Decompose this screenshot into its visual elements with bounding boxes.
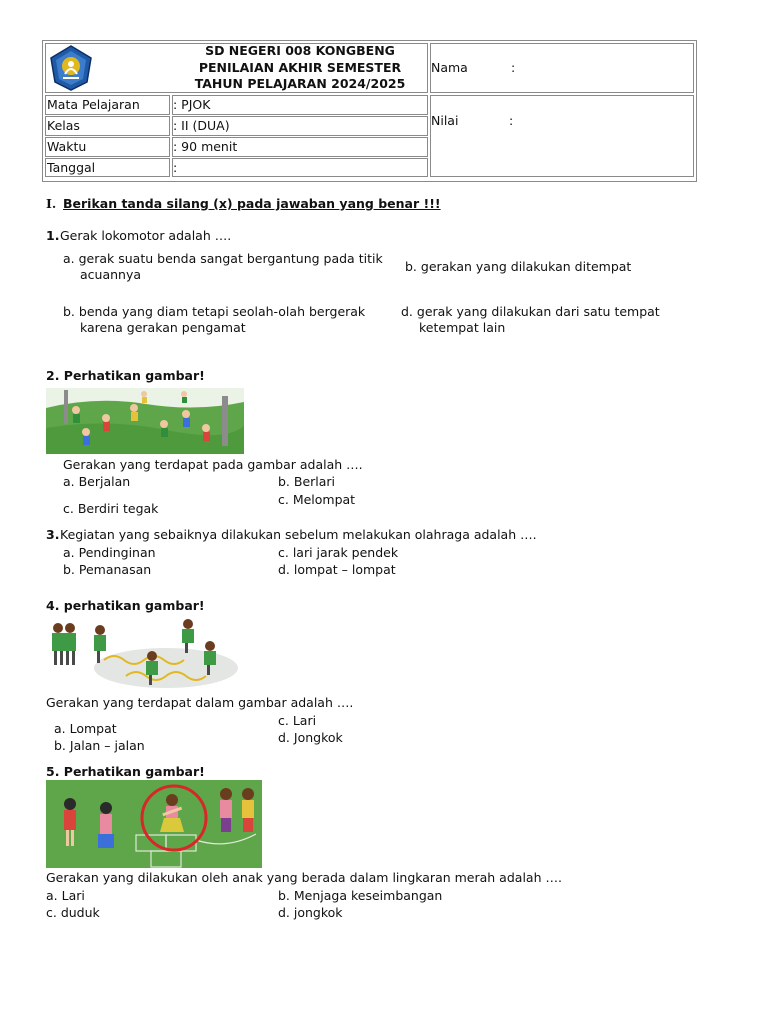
q1-option-a-line2: acuannya (80, 267, 142, 282)
exam-name: PENILAIAN AKHIR SEMESTER (198, 59, 402, 75)
q4-heading: 4. perhatikan gambar! (46, 598, 205, 613)
section-number: I. (46, 196, 57, 211)
class-value: : II (DUA) (173, 118, 230, 133)
q4-option-d: d. Jongkok (278, 730, 343, 745)
q5-option-c: c. duduk (46, 905, 100, 920)
q2-text: Gerakan yang terdapat pada gambar adalah …. (63, 457, 363, 472)
q1-option-d-line2: ketempat lain (419, 320, 506, 335)
q4-option-b: b. Jalan – jalan (54, 738, 145, 753)
q1-option-b-line2: karena gerakan pengamat (80, 320, 246, 335)
q2-option-a: a. Berjalan (63, 474, 131, 489)
q5-option-d: d. jongkok (278, 905, 343, 920)
time-label: Waktu (47, 139, 87, 154)
q3-text: Kegiatan yang sebaiknya dilakukan sebelum melakukan olahraga adalah …. (60, 527, 537, 542)
date-value: : (173, 160, 178, 175)
q5-option-a: a. Lari (46, 888, 85, 903)
q5-text: Gerakan yang dilakukan oleh anak yang berada dalam lingkaran merah adalah …. (46, 870, 562, 885)
section-instruction: Berikan tanda silang (x) pada jawaban yang benar !!! (63, 196, 441, 211)
q4-hopscotch-image (46, 616, 238, 692)
q2-option-b: b. Berlari (278, 474, 336, 489)
q5-option-b: b. Menjaga keseimbangan (278, 888, 443, 903)
q5-heading: 5. Perhatikan gambar! (46, 764, 205, 779)
name-colon: : (511, 60, 516, 75)
q2-option-c-left: c. Berdiri tegak (63, 501, 159, 516)
q3-option-a: a. Pendinginan (63, 545, 156, 560)
subject-value: : PJOK (173, 97, 211, 112)
q2-option-c-right: c. Melompat (278, 492, 356, 507)
q4-option-c: c. Lari (278, 713, 317, 728)
date-label: Tanggal (47, 160, 96, 175)
q4-text: Gerakan yang terdapat dalam gambar adalah …. (46, 695, 354, 710)
score-cell (430, 95, 694, 177)
score-colon: : (509, 113, 514, 128)
q5-balance-image (46, 780, 262, 868)
header-title (135, 43, 465, 93)
header-box (42, 40, 697, 182)
class-label: Kelas (47, 118, 80, 133)
score-label: Nilai (431, 113, 459, 128)
q1-option-d-line1: d. gerak yang dilakukan dari satu tempat (401, 304, 660, 319)
q1-text: Gerak lokomotor adalah …. (60, 228, 232, 243)
q1-number: 1. (46, 228, 60, 243)
q3-option-c: c. lari jarak pendek (278, 545, 399, 560)
subject-label: Mata Pelajaran (47, 97, 140, 112)
q1-option-b-line1: b. benda yang diam tetapi seolah-olah bergerak (63, 304, 366, 319)
q1-option-a-line1: a. gerak suatu benda sangat bergantung pada titik (63, 251, 383, 266)
school-year: TAHUN PELAJARAN 2024/2025 (194, 76, 406, 91)
row-value-cell (172, 158, 428, 177)
identity-cell (430, 43, 694, 93)
school-name: SD NEGERI 008 KONGBENG (205, 43, 395, 58)
q3-number: 3. (46, 527, 60, 542)
name-label: Nama (431, 60, 468, 75)
q1-option-b-right: b. gerakan yang dilakukan ditempat (405, 259, 632, 274)
q3-option-b: b. Pemanasan (63, 562, 152, 577)
q4-option-a: a. Lompat (54, 721, 117, 736)
q3-option-d: d. lompat – lompat (278, 562, 396, 577)
school-logo-icon (47, 44, 95, 92)
q2-children-running-image (46, 388, 244, 454)
time-value: : 90 menit (173, 139, 238, 154)
q2-heading: 2. Perhatikan gambar! (46, 368, 205, 383)
